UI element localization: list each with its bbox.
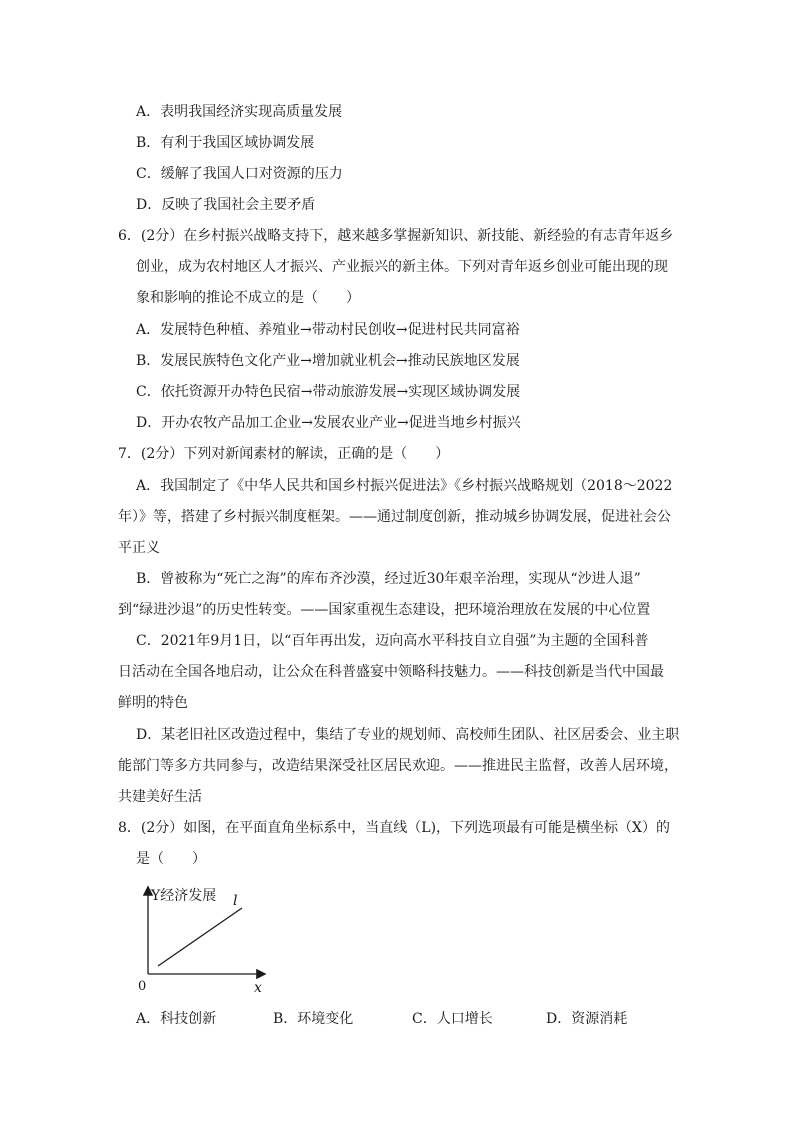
x-axis-label: x	[254, 980, 262, 996]
q6-stem-line-2: 创业，成为农村地区人才振兴、产业振兴的新主体。下列对青年返乡创业可能出现的现	[136, 259, 668, 275]
q5-option-b[interactable]: B．有利于我国区域协调发展	[136, 135, 315, 151]
q7-option-d-cont-2: 共建美好生活	[118, 789, 202, 805]
q8-option-c[interactable]: C．人口增长	[412, 1011, 493, 1027]
q7-option-c-cont-2: 鲜明的特色	[118, 695, 188, 711]
q7-option-c-cont-1: 日活动在全国各地启动，让公众在科普盛宴中领略科技魅力。——科技创新是当代中国最	[118, 664, 664, 680]
q6-option-a[interactable]: A．发展特色种植、养殖业→带动村民创收→促进村民共同富裕	[136, 322, 520, 338]
q5-option-d[interactable]: D．反映了我国社会主要矛盾	[136, 197, 316, 213]
q6-option-c[interactable]: C．依托资源开办特色民宿→带动旅游发展→实现区域协调发展	[136, 384, 521, 400]
q7-option-b[interactable]: B．曾被称为“死亡之海”的库布齐沙漠，经过近30年艰辛治理，实现从“沙进人退”	[136, 571, 641, 587]
q7-option-b-cont-1: 到“绿进沙退”的历史性转变。——国家重视生态建设，把环境治理放在发展的中心位置	[118, 602, 651, 618]
line-l	[158, 908, 242, 966]
q5-option-c[interactable]: C．缓解了我国人口对资源的压力	[136, 166, 343, 182]
q7-option-c[interactable]: C．2021年9月1日，以“百年再出发，迈向高水平科技自立自强”为主题的全国科普	[136, 633, 649, 649]
origin-label: 0	[138, 979, 147, 994]
q7-stem: 7．(2分）下列对新闻素材的解读，正确的是（ ）	[118, 446, 450, 462]
q8-option-b[interactable]: B．环境变化	[273, 1011, 354, 1027]
y-axis-label: Y经济发展	[151, 888, 217, 904]
q6-stem-line-3: 象和影响的推论不成立的是（ ）	[136, 290, 360, 306]
q7-option-d-cont-1: 能部门等多方共同参与，改造结果深受社区居民欢迎。——推进民主监督，改善人居环境，	[118, 758, 678, 774]
q7-option-a-cont-2: 平正义	[118, 540, 160, 556]
q7-option-d[interactable]: D．某老旧社区改造过程中，集结了专业的规划师、高校师生团队、社区居委会、业主职	[136, 727, 680, 743]
q8-options-row	[136, 1009, 656, 1029]
q5-option-a[interactable]: A．表明我国经济实现高质量发展	[136, 104, 343, 120]
q7-option-a[interactable]: A．我国制定了《中华人民共和国乡村振兴促进法》《乡村振兴战略规划（2018～2022	[136, 478, 673, 494]
q8-stem-line-1: 8．(2分）如图，在平面直角坐标系中，当直线（L)，下列选项最有可能是横坐标（X）的	[118, 820, 670, 836]
q7-option-a-cont-1: 年）》等，搭建了乡村振兴制度框架。——通过制度创新，推动城乡协调发展，促进社会公	[118, 509, 671, 525]
q6-stem-line-1: 6．(2分）在乡村振兴战略支持下，越来越多掌握新知识、新技能、新经验的有志青年返乡	[118, 228, 674, 244]
q8-option-d[interactable]: D．资源消耗	[546, 1011, 628, 1027]
q8-coordinate-graph	[130, 878, 280, 996]
q8-stem-line-2: 是（ ）	[136, 851, 206, 867]
q8-option-a[interactable]: A．科技创新	[136, 1011, 217, 1027]
q6-option-b[interactable]: B．发展民族特色文化产业→增加就业机会→推动民族地区发展	[136, 353, 520, 369]
q6-option-d[interactable]: D．开办农牧产品加工企业→发展农业产业→促进当地乡村振兴	[136, 415, 521, 431]
line-label: l	[233, 893, 238, 909]
